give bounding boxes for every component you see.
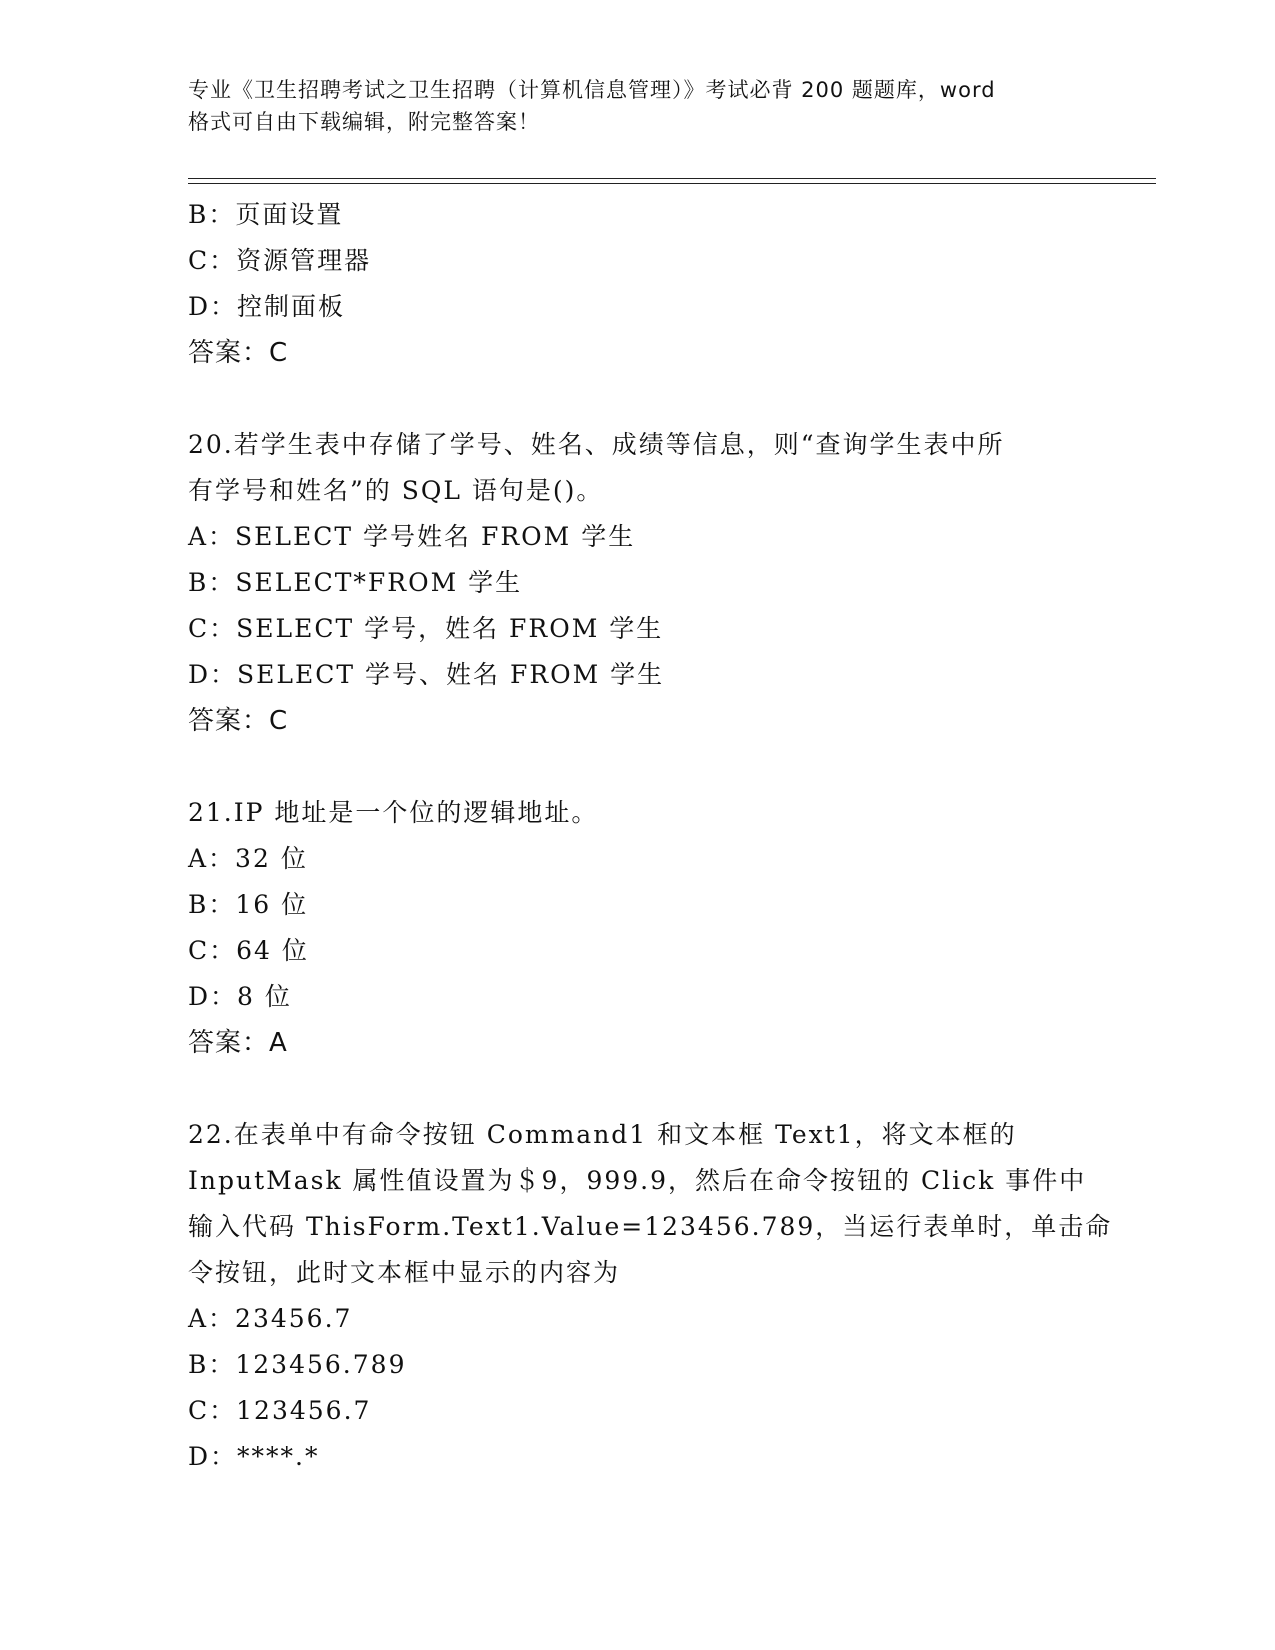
option-c: C：SELECT 学号，姓名 FROM 学生	[188, 614, 664, 643]
option-c: C：123456.7	[188, 1396, 372, 1425]
header-divider-bottom	[188, 183, 1156, 184]
question-19-tail	[188, 192, 1108, 376]
answer-line: 答案：A	[188, 1028, 288, 1058]
option-b: B：123456.789	[188, 1350, 407, 1379]
option-d: D：SELECT 学号、姓名 FROM 学生	[188, 660, 665, 689]
header-title-line-1: 专业《卫生招聘考试之卫生招聘（计算机信息管理）》考试必背 200 题题库，word	[188, 78, 996, 102]
option-c: C：64 位	[188, 936, 309, 965]
option-a: A：SELECT 学号姓名 FROM 学生	[188, 522, 636, 551]
option-b: B：SELECT*FROM 学生	[188, 568, 523, 597]
option-b: B：页面设置	[188, 200, 344, 229]
question-stem-line: 21.IP 地址是一个位的逻辑地址。	[188, 798, 599, 827]
header-divider-top	[188, 178, 1156, 179]
option-d: D：****.*	[188, 1442, 320, 1471]
question-21	[188, 790, 1108, 1066]
option-a: A：23456.7	[188, 1304, 353, 1333]
header-title-line-2: 格式可自由下载编辑，附完整答案！	[188, 110, 540, 134]
question-stem-line: 令按钮，此时文本框中显示的内容为	[188, 1258, 621, 1287]
question-stem-line: 22.在表单中有命令按钮 Command1 和文本框 Text1，将文本框的	[188, 1120, 1017, 1149]
option-b: B：16 位	[188, 890, 309, 919]
spacer	[188, 376, 1108, 422]
question-20	[188, 422, 1108, 744]
question-stem-line: InputMask 属性值设置为＄9，999.9，然后在命令按钮的 Click 事件中	[188, 1166, 1087, 1195]
option-c: C：资源管理器	[188, 246, 372, 275]
answer-line: 答案：C	[188, 338, 289, 368]
option-d: D：8 位	[188, 982, 292, 1011]
option-d: D：控制面板	[188, 292, 346, 321]
question-22	[188, 1112, 1113, 1480]
question-stem-line: 输入代码 ThisForm.Text1.Value=123456.789，当运行表单时，单击命	[188, 1212, 1113, 1241]
question-stem-line: 有学号和姓名”的 SQL 语句是()。	[188, 476, 604, 505]
spacer	[188, 1066, 1108, 1112]
question-stem-line: 20.若学生表中存储了学号、姓名、成绩等信息，则“查询学生表中所	[188, 430, 1005, 459]
question-list	[188, 192, 1113, 1480]
option-a: A：32 位	[188, 844, 308, 873]
spacer	[188, 744, 1108, 790]
document-header	[188, 74, 1088, 138]
answer-line: 答案：C	[188, 706, 289, 736]
